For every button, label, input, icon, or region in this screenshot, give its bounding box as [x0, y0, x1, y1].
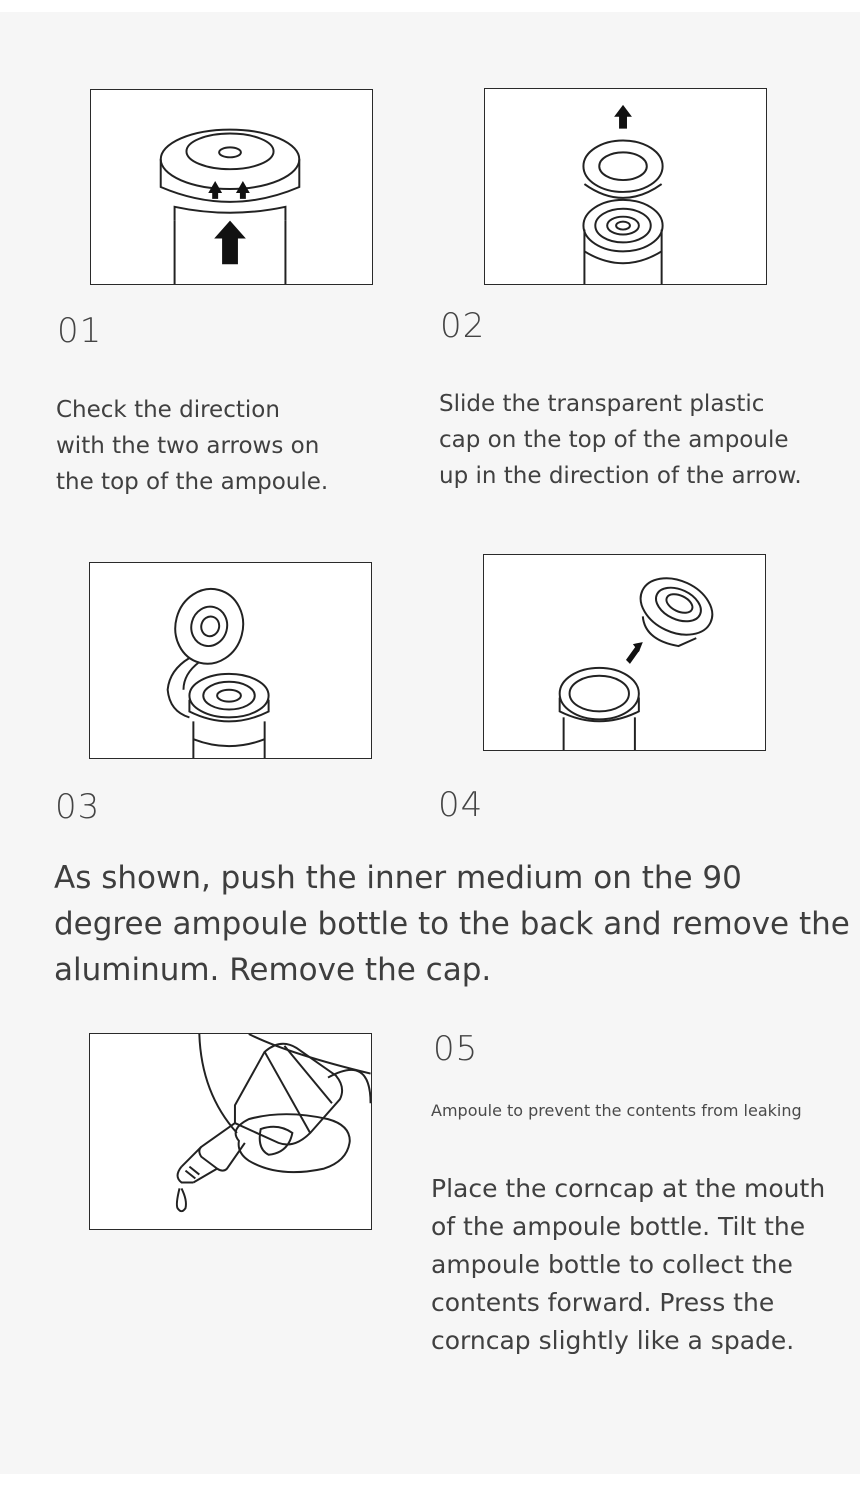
step-02-number: 02	[440, 306, 486, 346]
ampoule-cap-arrows-icon	[91, 90, 372, 284]
step-03-number: 03	[55, 787, 101, 827]
step-05-number: 05	[433, 1029, 479, 1069]
step-03-illustration	[89, 562, 372, 759]
step-05-caption: Ampoule to prevent the contents from leaking	[431, 1101, 802, 1120]
desc-line: Slide the transparent plastic	[439, 391, 765, 417]
step-01-number: 01	[57, 311, 103, 351]
step-01-illustration	[90, 89, 373, 285]
desc-line: cap on the top of the ampoule	[439, 427, 789, 453]
desc-line: contents forward. Press the	[431, 1288, 775, 1317]
shared-instruction	[54, 855, 850, 993]
flip-cap-open-icon	[90, 563, 371, 758]
slide-cap-up-icon	[485, 89, 766, 284]
step-04-illustration	[483, 554, 766, 751]
step-05-illustration	[89, 1033, 372, 1230]
instruction-line: degree ampoule bottle to the back and remove the	[54, 906, 850, 942]
desc-line: Place the corncap at the mouth	[431, 1174, 826, 1203]
step-02-illustration	[484, 88, 767, 285]
step-05-description	[431, 1170, 825, 1360]
desc-line: ampoule bottle to collect the	[431, 1250, 793, 1279]
step-01-description	[56, 392, 328, 500]
desc-line: of the ampoule bottle. Tilt the	[431, 1212, 806, 1241]
step-02-description	[439, 386, 802, 494]
desc-line: up in the direction of the arrow.	[439, 463, 802, 489]
desc-line: corncap slightly like a spade.	[431, 1326, 795, 1355]
remove-cap-icon	[484, 555, 765, 750]
instruction-line: aluminum. Remove the cap.	[54, 952, 492, 988]
instruction-line: As shown, push the inner medium on the 90	[54, 860, 742, 896]
desc-line: Check the direction	[56, 397, 280, 423]
desc-line: with the two arrows on	[56, 433, 320, 459]
press-corncap-icon	[90, 1034, 371, 1229]
desc-line: the top of the ampoule.	[56, 469, 329, 495]
step-04-number: 04	[438, 785, 484, 825]
